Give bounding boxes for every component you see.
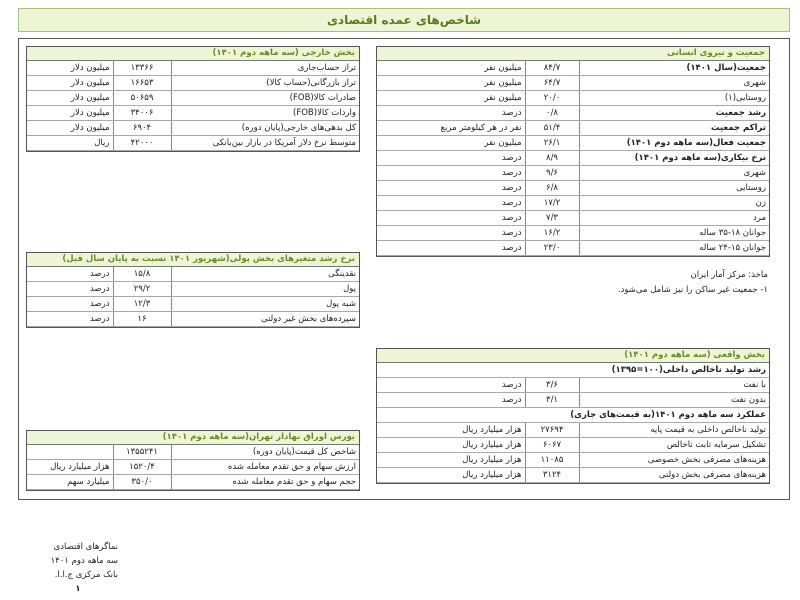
row-value: ۷/۳ bbox=[525, 211, 579, 226]
row-unit: میلیون نفر bbox=[377, 61, 525, 76]
external-header: بخش خارجی (سه ماهه دوم ۱۴۰۱) bbox=[27, 47, 359, 61]
table-row bbox=[27, 297, 359, 312]
table-row bbox=[377, 423, 769, 438]
row-value: ۵۰۶۵۹ bbox=[113, 91, 171, 106]
stock-table bbox=[27, 445, 359, 490]
table-row bbox=[377, 211, 769, 226]
table-row bbox=[377, 438, 769, 453]
row-value: ۰/۸ bbox=[525, 106, 579, 121]
population-panel bbox=[376, 46, 770, 257]
row-unit: درصد bbox=[27, 312, 113, 327]
row-label: شهری bbox=[579, 76, 769, 91]
row-unit: درصد bbox=[377, 151, 525, 166]
row-value: ۴۲۰۰۰ bbox=[113, 136, 171, 151]
page-number: ۱ bbox=[75, 584, 81, 594]
row-value: ۱۵/۸ bbox=[113, 267, 171, 282]
row-label: نقدینگی bbox=[171, 267, 359, 282]
row-value: ۳/۱ bbox=[525, 393, 579, 408]
row-unit: درصد bbox=[27, 297, 113, 312]
table-row bbox=[377, 453, 769, 468]
row-unit: درصد bbox=[377, 196, 525, 211]
row-label: جوانان ۱۸-۳۵ ساله bbox=[579, 226, 769, 241]
row-value: ۶۰۶۷ bbox=[525, 438, 579, 453]
row-value: ۸/۹ bbox=[525, 151, 579, 166]
row-unit: درصد bbox=[377, 226, 525, 241]
row-label: روستایی(۱) bbox=[579, 91, 769, 106]
row-value: ۲۷۶۹۴ bbox=[525, 423, 579, 438]
table-row bbox=[27, 106, 359, 121]
row-value: ۹/۶ bbox=[525, 166, 579, 181]
gdp-growth-title-label: رشد تولید ناخالص داخلی(۱۰۰=۱۳۹۵) bbox=[377, 363, 769, 378]
row-label: سپرده‌های بخش غیر دولتی bbox=[171, 312, 359, 327]
row-label: تراز حساب‌جاری bbox=[171, 61, 359, 76]
row-label: صادرات کالا(FOB) bbox=[171, 91, 359, 106]
row-value: ۱۶۶۵۳ bbox=[113, 76, 171, 91]
table-row bbox=[377, 106, 769, 121]
row-unit: درصد bbox=[377, 241, 525, 256]
row-unit: میلیارد سهم bbox=[27, 475, 113, 490]
population-notes bbox=[376, 268, 768, 298]
footer-line-3: بانک مرکزی ج.ا.ا. bbox=[54, 570, 118, 580]
row-label: هزینه‌های مصرفی بخش خصوصی bbox=[579, 453, 769, 468]
real-panel bbox=[376, 348, 770, 484]
row-label: زن bbox=[579, 196, 769, 211]
row-unit: درصد bbox=[377, 181, 525, 196]
row-label: تراکم جمعیت bbox=[579, 121, 769, 136]
row-unit: میلیون دلار bbox=[27, 121, 113, 136]
table-row bbox=[27, 282, 359, 297]
row-value: ۳۵۰/۰ bbox=[113, 475, 171, 490]
table-row bbox=[377, 151, 769, 166]
footer-line-1: نماگرهای اقتصادی bbox=[53, 542, 118, 552]
row-label: جمعیت فعال(سه ماهه دوم ۱۴۰۱) bbox=[579, 136, 769, 151]
table-row bbox=[377, 166, 769, 181]
table-row bbox=[377, 91, 769, 106]
row-unit: ریال bbox=[27, 136, 113, 151]
row-value: ۱۱۰۸۵ bbox=[525, 453, 579, 468]
stock-header: بورس اوراق بهادار تهران(سه ماهه دوم ۱۴۰۱) bbox=[27, 431, 359, 445]
row-unit: درصد bbox=[377, 393, 525, 408]
table-row bbox=[27, 312, 359, 327]
row-unit: درصد bbox=[27, 282, 113, 297]
row-unit: میلیون دلار bbox=[27, 91, 113, 106]
row-unit: میلیون نفر bbox=[377, 91, 525, 106]
row-value: ۱۳۳۶۶ bbox=[113, 61, 171, 76]
gdp-growth-title bbox=[377, 363, 769, 378]
table-row bbox=[27, 460, 359, 475]
row-unit: میلیون دلار bbox=[27, 106, 113, 121]
row-value: ۶۹۰۴ bbox=[113, 121, 171, 136]
table-row bbox=[377, 61, 769, 76]
row-label: نرخ بیکاری(سه ماهه دوم ۱۴۰۱) bbox=[579, 151, 769, 166]
row-label: حجم سهام و حق تقدم معامله شده bbox=[171, 475, 359, 490]
monetary-header: نرخ رشد متغیرهای بخش پولی(شهریور ۱۴۰۱ نسبت به پایان سال قبل) bbox=[27, 253, 359, 267]
table-row bbox=[27, 61, 359, 76]
row-value: ۲۶/۱ bbox=[525, 136, 579, 151]
row-unit bbox=[27, 445, 113, 460]
row-value: ۳۱۲۴ bbox=[525, 468, 579, 483]
table-row bbox=[27, 76, 359, 91]
row-label: جوانان ۱۵-۲۴ ساله bbox=[579, 241, 769, 256]
row-value: ۱۳۵۵۲۴۱ bbox=[113, 445, 171, 460]
row-value: ۳/۶ bbox=[525, 378, 579, 393]
monetary-panel bbox=[26, 252, 360, 328]
row-unit: هزار میلیارد ریال bbox=[377, 453, 525, 468]
row-value: ۶۴/۷ bbox=[525, 76, 579, 91]
real-table bbox=[377, 363, 769, 483]
row-unit: هزار میلیارد ریال bbox=[377, 438, 525, 453]
row-value: ۶/۸ bbox=[525, 181, 579, 196]
table-row bbox=[377, 241, 769, 256]
table-row bbox=[377, 226, 769, 241]
row-value: ۲۳/۰ bbox=[525, 241, 579, 256]
stock-panel bbox=[26, 430, 360, 491]
performance-title-label: عملکرد سه ماهه دوم ۱۴۰۱(به قیمت‌های جاری) bbox=[377, 408, 769, 423]
row-unit: هزار میلیارد ریال bbox=[27, 460, 113, 475]
row-label: رشد جمعیت bbox=[579, 106, 769, 121]
table-row bbox=[377, 196, 769, 211]
table-row bbox=[377, 121, 769, 136]
table-row bbox=[27, 121, 359, 136]
table-row bbox=[377, 181, 769, 196]
row-label: شاخص کل قیمت(پایان دوره) bbox=[171, 445, 359, 460]
row-label: مرد bbox=[579, 211, 769, 226]
row-unit: میلیون دلار bbox=[27, 76, 113, 91]
row-value: ۱۶ bbox=[113, 312, 171, 327]
footer bbox=[28, 540, 118, 596]
row-unit: درصد bbox=[377, 106, 525, 121]
row-label: شهری bbox=[579, 166, 769, 181]
table-row bbox=[27, 91, 359, 106]
population-header: جمعیت و نیروی انسانی bbox=[377, 47, 769, 61]
row-label: ارزش سهام و حق تقدم معامله شده bbox=[171, 460, 359, 475]
row-label: با نفت bbox=[579, 378, 769, 393]
table-row bbox=[27, 136, 359, 151]
table-row bbox=[377, 378, 769, 393]
table-row bbox=[377, 393, 769, 408]
row-label: روستایی bbox=[579, 181, 769, 196]
row-value: ۱۷/۲ bbox=[525, 196, 579, 211]
performance-title bbox=[377, 408, 769, 423]
row-label: هزینه‌های مصرفی بخش دولتی bbox=[579, 468, 769, 483]
table-row bbox=[27, 267, 359, 282]
row-label: جمعیت(سال ۱۴۰۱) bbox=[579, 61, 769, 76]
source-note: ماخذ: مرکز آمار ایران bbox=[690, 270, 768, 280]
row-unit: درصد bbox=[27, 267, 113, 282]
real-header: بخش واقعی (سه ماهه دوم ۱۴۰۱) bbox=[377, 349, 769, 363]
row-label: واردات کالا(FOB) bbox=[171, 106, 359, 121]
row-label: بدون نفت bbox=[579, 393, 769, 408]
row-unit: هزار میلیارد ریال bbox=[377, 468, 525, 483]
row-value: ۲۰/۰ bbox=[525, 91, 579, 106]
external-panel bbox=[26, 46, 360, 152]
population-table bbox=[377, 61, 769, 256]
row-value: ۱۶/۲ bbox=[525, 226, 579, 241]
row-unit: درصد bbox=[377, 166, 525, 181]
monetary-table bbox=[27, 267, 359, 327]
row-unit: نفر در هر کیلومتر مربع bbox=[377, 121, 525, 136]
footer-line-2: سه ماهه دوم ۱۴۰۱ bbox=[50, 556, 118, 566]
table-row bbox=[377, 136, 769, 151]
row-value: ۵۱/۴ bbox=[525, 121, 579, 136]
row-unit: درصد bbox=[377, 378, 525, 393]
row-label: تشکیل سرمایه ثابت ناخالص bbox=[579, 438, 769, 453]
row-value: ۱۵۲۰/۴ bbox=[113, 460, 171, 475]
row-value: ۱۲/۳ bbox=[113, 297, 171, 312]
external-table bbox=[27, 61, 359, 151]
page-title: شاخص‌های عمده اقتصادی bbox=[18, 8, 790, 32]
row-label: تراز بازرگانی(حساب کالا) bbox=[171, 76, 359, 91]
table-row bbox=[27, 475, 359, 490]
row-unit: میلیون دلار bbox=[27, 61, 113, 76]
table-row bbox=[377, 468, 769, 483]
row-label: تولید ناخالص داخلی به قیمت پایه bbox=[579, 423, 769, 438]
row-unit: هزار میلیارد ریال bbox=[377, 423, 525, 438]
row-label: کل بدهی‌های خارجی(پایان دوره) bbox=[171, 121, 359, 136]
table-row bbox=[377, 76, 769, 91]
row-label: شبه پول bbox=[171, 297, 359, 312]
table-row bbox=[27, 445, 359, 460]
footnote-1: ۱- جمعیت غیر ساکن را نیز شامل می‌شود. bbox=[617, 285, 768, 295]
row-unit: درصد bbox=[377, 211, 525, 226]
row-label: پول bbox=[171, 282, 359, 297]
row-label: متوسط نرخ دلار آمریکا در بازار بین‌بانکی bbox=[171, 136, 359, 151]
row-value: ۳۴۰۰۶ bbox=[113, 106, 171, 121]
row-value: ۸۴/۷ bbox=[525, 61, 579, 76]
row-unit: میلیون نفر bbox=[377, 76, 525, 91]
row-unit: میلیون نفر bbox=[377, 136, 525, 151]
row-value: ۲۹/۲ bbox=[113, 282, 171, 297]
